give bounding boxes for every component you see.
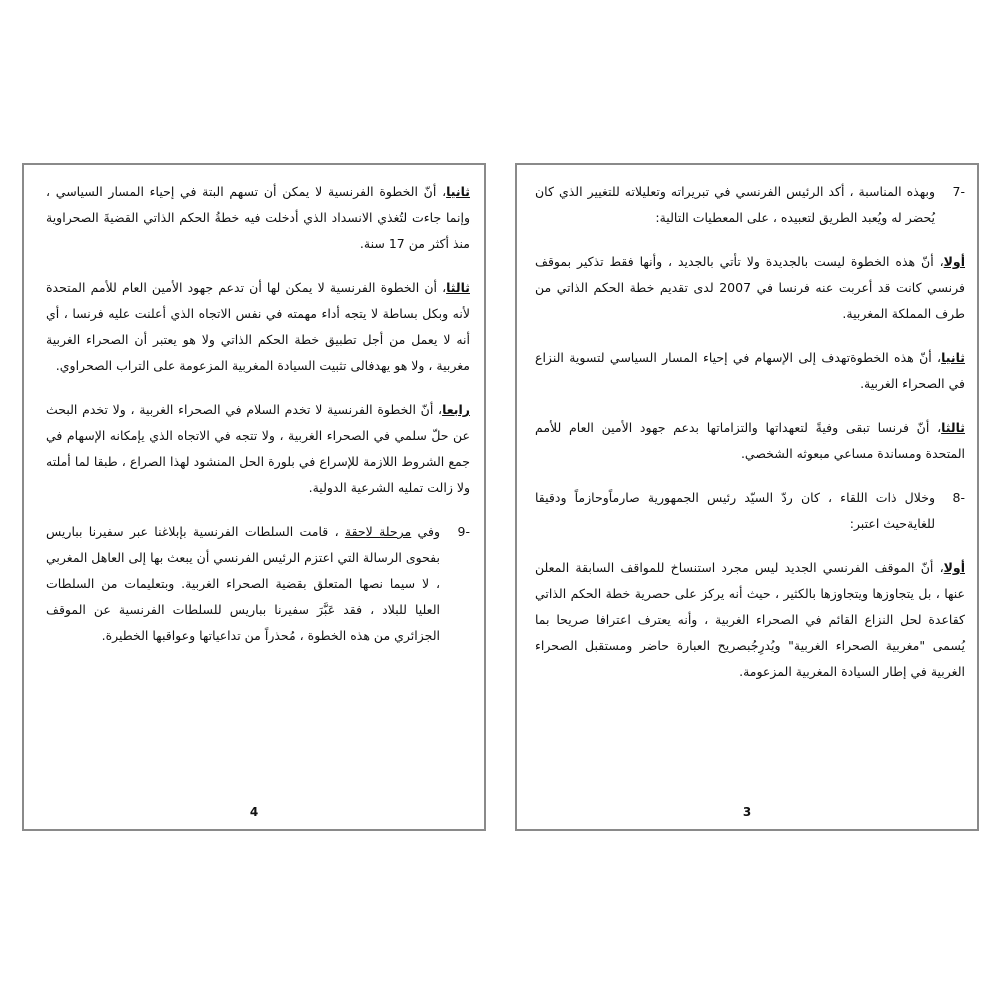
paragraph-text: ، أنّ الخطوة الفرنسية لا يمكن أن تسهم البتة في إحياء المسار السياسي ، وإنما جاءت لتُغذي الانسداد الذي أدخلت فيه خطةُ الحكم الذاتي القضيةَ الصحراوية منذ أكثر من 17 سنة. <box>46 184 470 251</box>
paragraph-text: وبهذه المناسبة ، أكد الرئيس الفرنسي في تبريراته وتعليلاته للتغيير الذي كان يُحضر له ويُعبد الطريق لتعبيده ، على المعطيات التالية: <box>535 184 935 225</box>
paragraph-secondly <box>535 345 965 397</box>
paragraph-firstly-b <box>535 555 965 685</box>
page-content <box>46 179 470 667</box>
paragraph-text: ، أنّ هذه الخطوةتهدف إلى الإسهام في إحياء المسار السياسي لتسوية النزاع في الصحراء الغربية. <box>535 350 965 391</box>
paragraph-thirdly <box>46 275 470 379</box>
paragraph-text: ، قامت السلطات الفرنسية بإبلاغنا عبر سفيرنا بباريس بفحوى الرسالة التي اعتزم الرئيس الفرنسي أن يبعث بها إلى العاهل المغربي ، لا سيما نصها المتعلق بقضية الصحراء الغربية. وبتعليمات من السلطات العليا للبلاد ، فقد عَبَّرَ سفيرنا بباريس للسلطات الفرنسية عن الموقف الجزائري من هذه الخطوة ، مُحذراً من تداعياتها وعواقبها الخطيرة. <box>46 524 440 643</box>
page-number: 4 <box>249 805 259 819</box>
paragraph-9 <box>46 519 470 649</box>
paragraph-number: 9- <box>457 524 470 539</box>
paragraph-text: ، أنّ هذه الخطوة ليست بالجديدة ولا تأتي بالجديد ، وأنها فقط تذكير بموقف فرنسي كانت قد أعربت عنه فرنسا في 2007 لدى تقديم خطة الحكم الذاتي من طرف المملكة المغربية. <box>535 254 965 321</box>
page-number: 3 <box>742 805 752 819</box>
paragraph-label: أولا <box>943 560 965 575</box>
paragraph-secondly <box>46 179 470 257</box>
paragraph-label: ثالثا <box>446 280 470 295</box>
paragraph-label: ثالثا <box>941 420 965 435</box>
paragraph-number: 7- <box>952 184 965 199</box>
paragraph-thirdly <box>535 415 965 467</box>
paragraph-label: مرحلة لاحقة <box>344 524 412 539</box>
paragraph-label: أولا <box>943 254 965 269</box>
document-page-left <box>22 163 486 831</box>
page-content <box>535 179 965 703</box>
paragraph-text: ، أنّ الموقف الفرنسي الجديد ليس مجرد استنساخ للمواقف السابقة المعلن عنها ، بل يتجاوزها ويتجاوزها بالكثير ، حيث أنه يركز على حصرية خطة الحكم الذاتي كقاعدة لحل النزاع القائم في الصحراء الغربية ، وأنه يعترف اعترافا صريحا بما يُسمى "مغربية الصحراء الغربية" ويُدرِجُبصريح العبارة حاضر ومستقبل الصحراء الغربية في إطار السيادة المغربية المزعومة. <box>535 560 965 679</box>
paragraph-fourthly <box>46 397 470 501</box>
paragraph-text: ، أن الخطوة الفرنسية لا يمكن لها أن تدعم جهود الأمين العام للأمم المتحدة لأنه وبكل بساطة لا يتجه أداء مهمته في نفس الاتجاه الذي أعلنت عليه فرنسا ، أي أنه لا يعمل من أجل تطبيق خطة الحكم الذاتي ولا هو يعتبر أن الصحراء الغربية مغربية ، ولا هو يهدفالى تثبيت السيادة المغربية المزعومة على التراب الصحراوي. <box>46 280 470 373</box>
paragraph-prefix: وفي <box>417 524 440 539</box>
paragraph-number: 8- <box>952 490 965 505</box>
paragraph-label: ثانيا <box>446 184 470 199</box>
paragraph-8 <box>535 485 965 537</box>
document-page-right <box>515 163 979 831</box>
paragraph-text: ، أنّ فرنسا تبقى وفيةً لتعهداتها والتزاماتها بدعم جهود الأمين العام للأمم المتحدة ومساندة مساعي مبعوثه الشخصي. <box>535 420 965 461</box>
paragraph-7 <box>535 179 965 231</box>
paragraph-text: ، أنّ الخطوة الفرنسية لا تخدم السلام في الصحراء الغربية ، ولا تخدم البحث عن حلّ سلمي في الصحراء الغربية ، ولا تتجه في الاتجاه الذي يإمكانه الإسهام في جمع الشروط اللازمة للإسراع في بلورة الحل المنشود لهذا الصراع ، طبقا لما أملته ولا زالت تمليه الشرعية الدولية. <box>46 402 470 495</box>
paragraph-label: ثانيا <box>941 350 965 365</box>
paragraph-text: وخلال ذات اللقاء ، كان ردّ السيّد رئيس الجمهورية صارماًوحازماً ودقيقا للغايةحيث اعتبر: <box>535 490 935 531</box>
paragraph-firstly <box>535 249 965 327</box>
paragraph-label: رابعا <box>442 402 470 417</box>
